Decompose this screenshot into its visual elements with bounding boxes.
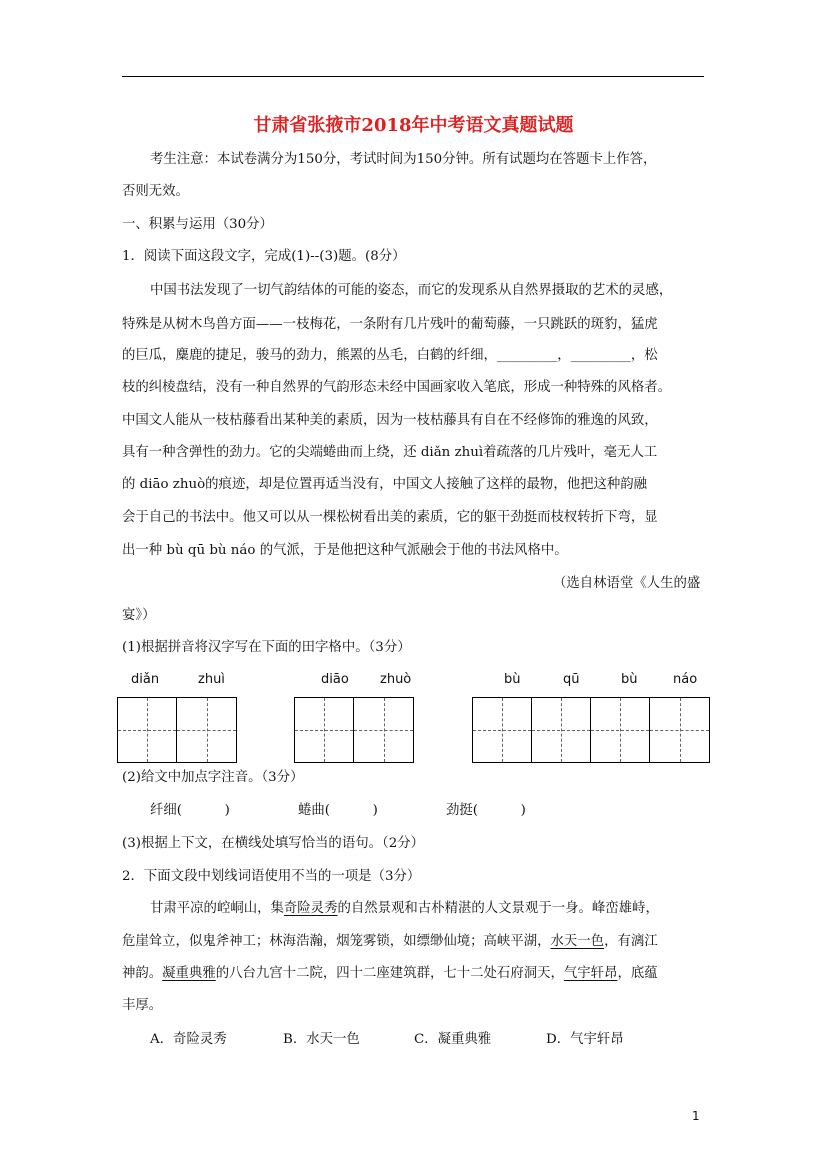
passage-line: 特殊是从树木鸟兽方面——一枝梅花，一条附有几片残叶的葡萄藤，一只跳跃的斑豹，猛虎 xyxy=(122,317,658,332)
option-a[interactable]: A．奇险灵秀 xyxy=(150,1032,227,1047)
underlined-term: 水天一色 xyxy=(550,934,605,949)
source-citation-cont: 宴》） xyxy=(122,608,156,623)
tianzige-cell[interactable] xyxy=(473,698,532,762)
question-1: 1．阅读下面这段文字，完成(1)--(3)题。(8分） xyxy=(122,249,406,264)
pinyin-label: zhuò xyxy=(380,672,412,687)
passage-line: 的 diāo zhuò的痕迹，却是位置再适当没有，中国文人接触了这样的最物，他把这种韵融 xyxy=(122,477,648,492)
option-c[interactable]: C．凝重典雅 xyxy=(414,1032,492,1047)
header-rule xyxy=(122,76,704,77)
zhuyin-item: 劲挺( ) xyxy=(446,803,526,818)
passage-line: 的巨瓜，麋鹿的捷足，骏马的劲力，熊罴的丛毛，白鹤的纤细，_________，_________，松 xyxy=(122,348,658,363)
subquestion-1: (1)根据拼音将汉字写在下面的田字格中。（3分） xyxy=(122,640,411,655)
tianzige-box-3[interactable] xyxy=(472,697,710,763)
passage-line: 中国文人能从一枝枯藤看出某种美的素质，因为一枝枯藤具有自在不经修饰的雅逸的风致， xyxy=(122,413,658,428)
notice-line-2: 否则无效。 xyxy=(122,184,189,199)
pinyin-label: diāo xyxy=(321,672,349,687)
q2-passage-line: 丰厚。 xyxy=(122,998,163,1013)
pinyin-label: zhuì xyxy=(198,672,225,687)
question-2: 2．下面文段中划线词语使用不当的一项是（3分） xyxy=(122,869,421,884)
tianzige-cell[interactable] xyxy=(295,698,354,762)
pinyin-label: bù xyxy=(621,672,638,687)
notice-line-1: 考生注意：本试卷满分为150分，考试时间为150分钟。所有试题均在答题卡上作答， xyxy=(150,152,657,167)
option-d[interactable]: D．气宇轩昂 xyxy=(546,1032,624,1047)
tianzige-cell[interactable] xyxy=(118,698,177,762)
passage-line: 中国书法发现了一切气韵结体的可能的姿态，而它的发现系从自然界摄取的艺术的灵感， xyxy=(150,283,673,298)
tianzige-cell[interactable] xyxy=(650,698,709,762)
subquestion-2: (2)给文中加点字注音。（3分） xyxy=(122,770,304,785)
passage-line: 会于自己的书法中。他又可以从一棵松树看出美的素质，它的躯干劲挺而枝杈转折下弯，显 xyxy=(122,510,658,525)
tianzige-box-2[interactable] xyxy=(294,697,414,763)
pinyin-label: diǎn xyxy=(131,672,160,687)
tianzige-cell[interactable] xyxy=(591,698,650,762)
tianzige-cell[interactable] xyxy=(532,698,591,762)
q2-passage-line: 危崖耸立，似鬼斧神工；林海浩瀚，烟笼雾锁，如缥缈仙境；高峡平湖，水天一色，有漓江 xyxy=(122,934,658,949)
pinyin-label: qū xyxy=(563,672,580,687)
tianzige-cell[interactable] xyxy=(177,698,236,762)
underlined-term: 奇险灵秀 xyxy=(283,901,338,916)
q2-passage-line: 神韵。凝重典雅的八台九宫十二院，四十二座建筑群，七十二处石府洞天，气宇轩昂，底蕴 xyxy=(122,966,658,981)
source-citation: （选自林语堂《人生的盛 xyxy=(553,576,701,591)
tianzige-box-1[interactable] xyxy=(117,697,237,763)
passage-line: 枝的纠棱盘结，没有一种自然界的气韵形态未经中国画家收入笔底，形成一种特殊的风格者。 xyxy=(122,380,672,395)
zhuyin-item: 蜷曲( ) xyxy=(298,803,378,818)
pinyin-label: náo xyxy=(673,672,698,687)
tianzige-cell[interactable] xyxy=(354,698,413,762)
passage-line: 出一种 bù qū bù náo 的气派，于是他把这种气派融会于他的书法风格中。 xyxy=(122,543,568,558)
zhuyin-item: 纤细( ) xyxy=(150,803,230,818)
section-heading: 一、积累与运用（30分） xyxy=(122,217,273,232)
pinyin-label: bù xyxy=(504,672,521,687)
option-b[interactable]: B．水天一色 xyxy=(283,1032,360,1047)
page-number: 1 xyxy=(692,1109,700,1123)
q2-passage-line: 甘肃平凉的崆峒山，集奇险灵秀的自然景观和古朴精湛的人文景观于一身。峰峦雄峙， xyxy=(150,901,659,916)
underlined-term: 气宇轩昂 xyxy=(563,966,618,981)
subquestion-3: (3)根据上下文，在横线处填写恰当的语句。（2分） xyxy=(122,836,424,851)
page-title: 甘肃省张掖市2018年中考语文真题试题 xyxy=(253,115,574,136)
passage-line: 具有一种含弹性的劲力。它的尖端蜷曲而上绕，还 diǎn zhuì着疏落的几片残叶，毫无人工 xyxy=(122,445,658,460)
underlined-term: 凝重典雅 xyxy=(162,966,216,981)
